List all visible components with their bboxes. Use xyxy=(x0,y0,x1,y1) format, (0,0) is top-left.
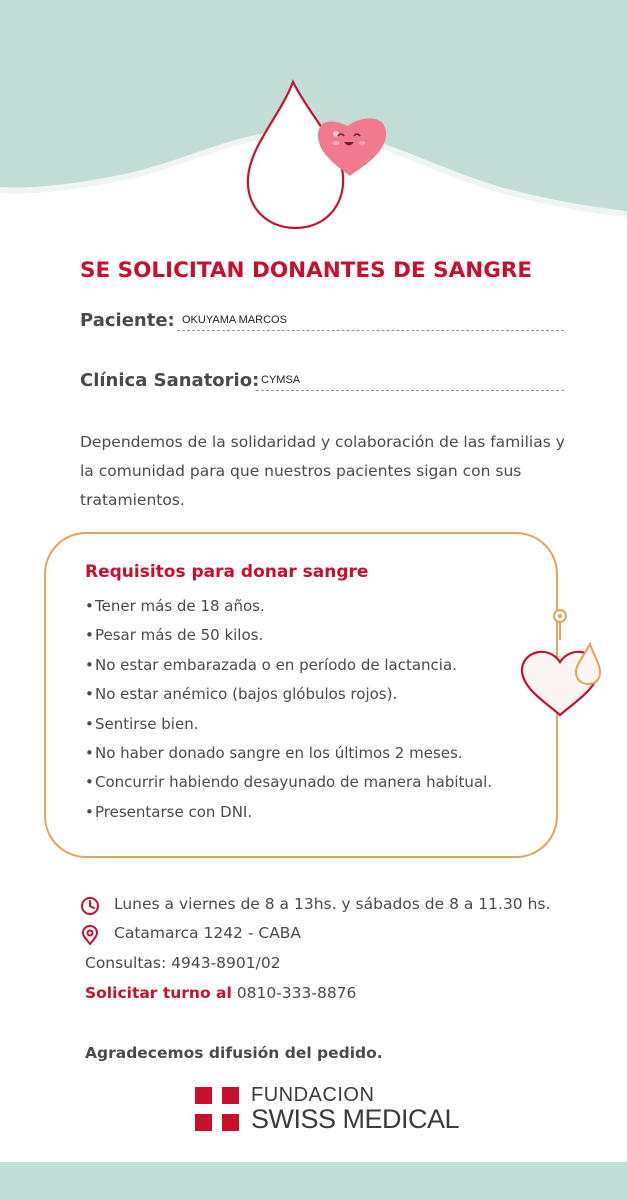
fundacion-swiss-medical-logo xyxy=(195,1084,465,1134)
location-pin-icon xyxy=(80,925,100,945)
logo-line-1: FUNDACION xyxy=(251,1084,375,1106)
requirements-title: Requisitos para donar sangre xyxy=(85,562,369,582)
thanks-text: Agradecemos difusión del pedido. xyxy=(85,1044,383,1062)
list-item: •Tener más de 18 años. xyxy=(85,597,265,615)
turno-line xyxy=(85,984,356,1002)
heart-drop-icon xyxy=(520,600,610,725)
list-item: •Concurrir habiendo desayunado de manera habitual. xyxy=(85,773,493,792)
schedule-text: Lunes a viernes de 8 a 13hs. y sábados de 8 a 11.30 hs. xyxy=(114,895,551,913)
logo-line-2: SWISS MEDICAL xyxy=(251,1104,460,1134)
clinic-label: Clínica Sanatorio: xyxy=(80,370,260,391)
patient-name-field: OKUYAMA MARCOS xyxy=(177,313,564,331)
requirements-list xyxy=(85,592,492,827)
list-item: •Pesar más de 50 kilos. xyxy=(85,626,264,645)
turno-phone: 0810-333-8876 xyxy=(236,984,357,1002)
blood-drop-heart-icon xyxy=(240,76,390,232)
turno-label: Solicitar turno al xyxy=(85,984,232,1002)
footer-band xyxy=(0,1162,627,1200)
address-text: Catamarca 1242 - CABA xyxy=(114,924,302,942)
clinic-name-field: CYMSA xyxy=(256,373,564,391)
patient-label: Paciente: xyxy=(80,310,175,331)
clock-icon xyxy=(80,896,100,916)
list-item: •No haber donado sangre en los últimos 2 meses. xyxy=(85,744,463,763)
logo-squares-icon xyxy=(195,1087,241,1133)
page-title: SE SOLICITAN DONANTES DE SANGRE xyxy=(80,258,533,283)
list-item: •No estar embarazada o en período de lactancia. xyxy=(85,655,457,674)
list-item: •Sentirse bien. xyxy=(85,714,199,733)
list-item: •Presentarse con DNI. xyxy=(85,802,253,821)
list-item: •No estar anémico (bajos glóbulos rojos). xyxy=(85,685,398,704)
consultas-text: Consultas: 4943-8901/02 xyxy=(85,954,281,972)
intro-paragraph: Dependemos de la solidaridad y colaboración de las familias y la comunidad para que nuestros pacientes sigan con sus tratamientos. xyxy=(80,433,565,509)
